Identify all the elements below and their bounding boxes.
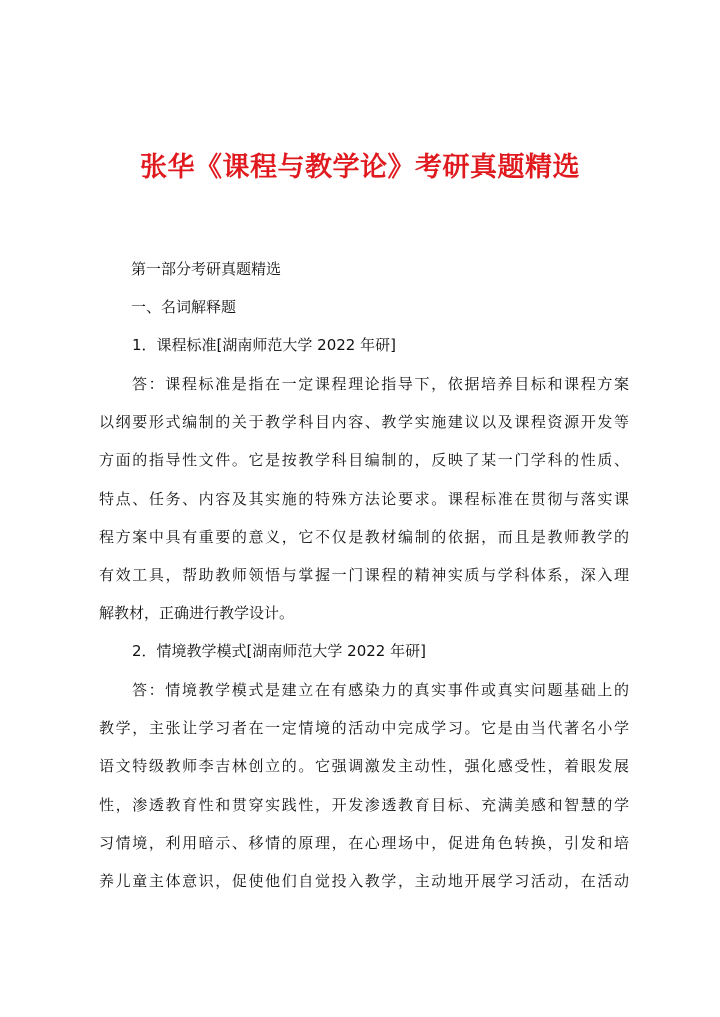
question-1-answer-line: 有效工具，帮助教师领悟与掌握一门课程的精神实质与学科体系，深入理 [99,566,629,584]
document-title: 张华《课程与教学论》考研真题精选 [140,152,580,183]
subsection-heading: 一、名词解释题 [131,298,237,316]
question-2-answer-line: 习情境，利用暗示、移情的原理，在心理场中，促进角色转换，引发和培 [99,834,629,852]
question-1-answer-line: 解教材，正确进行教学设计。 [99,604,295,622]
question-2-answer-line: 语文特级教师李吉林创立的。它强调激发主动性，强化感受性，着眼发展 [99,757,629,775]
question-2-answer-line: 养儿童主体意识，促使他们自觉投入教学，主动地开展学习活动，在活动 [99,872,629,890]
question-2-heading: 2．情境教学模式[湖南师范大学 2022 年研] [132,642,426,660]
question-2-answer-line: 性，渗透教育性和贯穿实践性，开发渗透教育目标、充满美感和智慧的学 [99,796,629,814]
question-1-answer-line: 程方案中具有重要的意义，它不仅是教材编制的依据，而且是教师教学的 [99,528,629,546]
question-1-answer-line: 特点、任务、内容及其实施的特殊方法论要求。课程标准在贯彻与落实课 [99,490,629,508]
question-2-answer-line: 答：情境教学模式是建立在有感染力的真实事件或真实问题基础上的 [132,681,629,699]
question-1-answer-line: 答：课程标准是指在一定课程理论指导下，依据培养目标和课程方案 [132,375,629,393]
question-1-heading: 1．课程标准[湖南师范大学 2022 年研] [132,336,396,354]
question-2-answer-line: 教学，主张让学习者在一定情境的活动中完成学习。它是由当代著名小学 [99,719,629,737]
question-1-answer-line: 以纲要形式编制的关于教学科目内容、教学实施建议以及课程资源开发等 [99,413,629,431]
section-heading: 第一部分考研真题精选 [131,260,282,278]
question-1-answer-line: 方面的指导性文件。它是按教学科目编制的，反映了某一门学科的性质、 [99,451,629,469]
